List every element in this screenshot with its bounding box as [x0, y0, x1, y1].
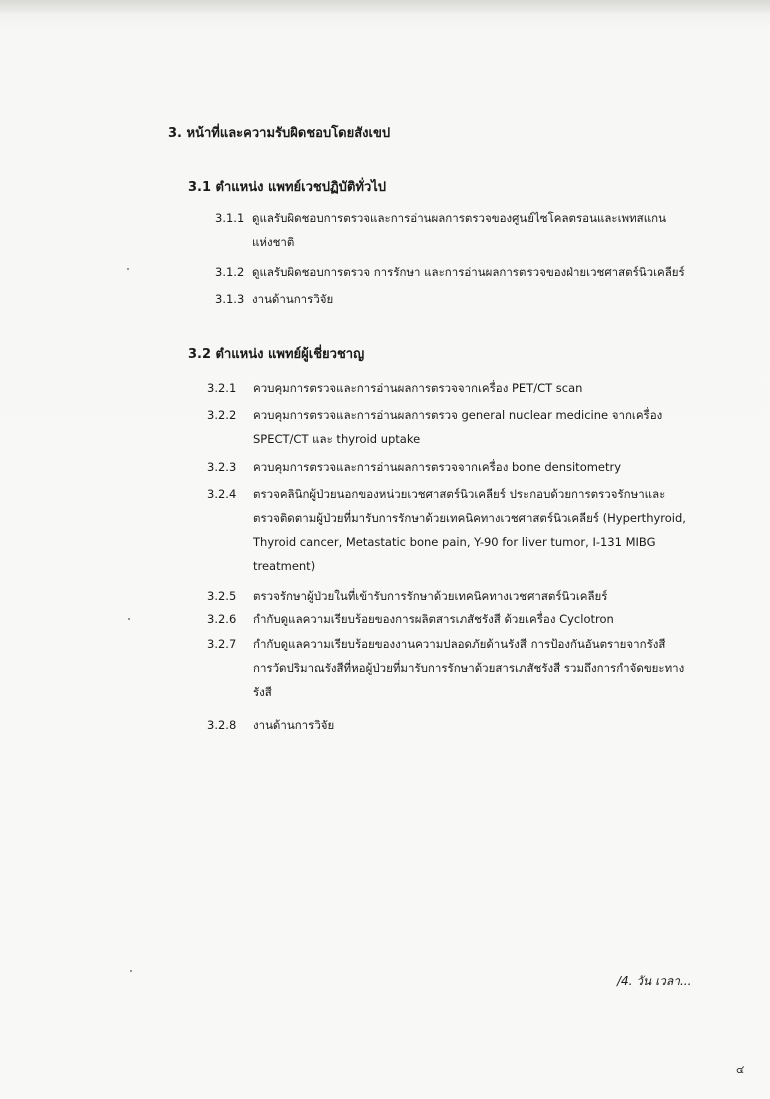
list-item	[207, 455, 717, 479]
item-text: ควบคุมการตรวจและการอ่านผลการตรวจจากเครื่อง bone densitometry	[253, 460, 622, 474]
list-item	[207, 584, 717, 608]
item-text: ควบคุมการตรวจและการอ่านผลการตรวจจากเครื่อง PET/CT scan	[253, 381, 583, 395]
item-text: ดูแลรับผิดชอบการตรวจและการอ่านผลการตรวจของศูนย์ไซโคลตรอนและเพทสแกน แห่งชาติ	[252, 211, 666, 249]
item-number: 3.1.3	[215, 292, 245, 306]
item-text: ควบคุมการตรวจและการอ่านผลการตรวจ general nuclear medicine จากเครื่อง SPECT/CT และ thyroid uptake	[253, 408, 663, 446]
list-item	[207, 403, 717, 451]
item-number: 3.2.6	[207, 612, 237, 626]
scan-speck	[130, 970, 132, 972]
item-text: งานด้านการวิจัย	[252, 292, 334, 306]
list-item	[207, 607, 717, 631]
item-number: 3.2.3	[207, 460, 237, 474]
item-text: ตรวจรักษาผู้ป่วยในที่เข้ารับการรักษาด้วยเทคนิคทางเวชศาสตร์นิวเคลียร์	[253, 589, 608, 603]
item-number: 3.2.5	[207, 589, 237, 603]
position-heading-general-practitioner: 3.1 ตำแหน่ง แพทย์เวชปฏิบัติทั่วไป	[188, 180, 387, 195]
item-text: ดูแลรับผิดชอบการตรวจ การรักษา และการอ่านผลการตรวจของฝ่ายเวชศาสตร์นิวเคลียร์	[252, 265, 685, 279]
item-number: 3.2.7	[207, 637, 237, 651]
scan-edge-shadow	[0, 0, 770, 14]
list-item	[207, 376, 717, 400]
item-number: 3.2.1	[207, 381, 237, 395]
position-heading-specialist: 3.2 ตำแหน่ง แพทย์ผู้เชี่ยวชาญ	[188, 347, 365, 362]
list-item	[207, 713, 717, 737]
item-text: กำกับดูแลความเรียบร้อยของงานความปลอดภัยด้านรังสี การป้องกันอันตรายจากรังสี การวัดปริมาณรังสีที่หอผู้ป่วยที่มารับการรักษาด้วยสารเภสัชรังสี รวมถึงการกำจัดขยะทาง รังสี	[253, 637, 685, 699]
list-item	[207, 632, 717, 704]
section-heading: 3. หน้าที่และความรับผิดชอบโดยสังเขป	[168, 126, 391, 141]
list-item	[215, 206, 715, 254]
item-number: 3.2.4	[207, 487, 237, 501]
list-item	[207, 482, 717, 578]
list-item	[215, 287, 715, 311]
scan-speck	[127, 268, 129, 270]
item-text: งานด้านการวิจัย	[253, 718, 335, 732]
item-number: 3.1.2	[215, 265, 245, 279]
scan-speck	[128, 618, 130, 620]
item-number: 3.2.8	[207, 718, 237, 732]
page-number-mark: ๔	[736, 1063, 745, 1076]
item-text: กำกับดูแลความเรียบร้อยของการผลิตสารเภสัชรังสี ด้วยเครื่อง Cyclotron	[253, 612, 614, 626]
item-number: 3.1.1	[215, 211, 245, 225]
list-item	[215, 260, 715, 284]
item-text: ตรวจคลินิกผู้ป่วยนอกของหน่วยเวชศาสตร์นิวเคลียร์ ประกอบด้วยการตรวจรักษาและ ตรวจติดตามผู้ป่วยที่มารับการรักษาด้วยเทคนิคทางเวชศาสตร์นิวเคลียร์ (Hyperthyroid, Thyroid cancer, Metastatic bone pain, Y-90 for liver tumor, I-131 MIBG treatment)	[253, 487, 686, 573]
item-number: 3.2.2	[207, 408, 237, 422]
continuation-note: /4. วัน เวลา...	[617, 974, 692, 988]
